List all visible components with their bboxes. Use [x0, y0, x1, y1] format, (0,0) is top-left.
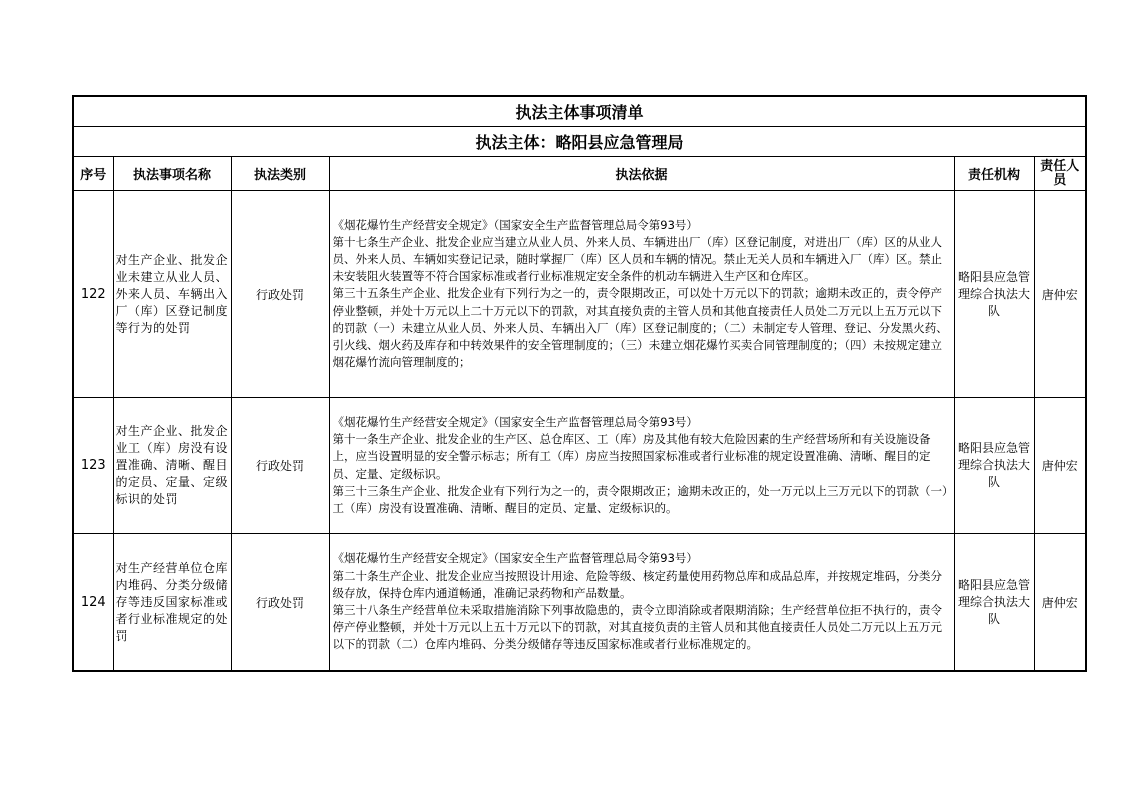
row-org: 略阳县应急管理综合执法大队	[954, 398, 1034, 534]
enforcement-subject: 执法主体：略阳县应急管理局	[73, 127, 1086, 157]
row-basis	[329, 398, 954, 534]
row-type: 行政处罚	[231, 534, 329, 672]
row-num: 124	[73, 534, 113, 672]
row-org: 略阳县应急管理综合执法大队	[954, 534, 1034, 672]
header-org: 责任机构	[954, 157, 1034, 191]
basis-paragraph: 第十七条生产企业、批发企业应当建立从业人员、外来人员、车辆进出厂（库）区登记制度，对进出厂（库）区的从业人员、外来人员、车辆如实登记记录，随时掌握厂（库）区人员和车辆的情况。禁止无关人员和车辆进入厂（库）区。禁止未安装阻火装置等不符合国家标准或者行业标准规定安全条件的机动车辆进入生产区和仓库区。	[332, 234, 942, 284]
row-basis	[329, 534, 954, 672]
row-person: 唐仲宏	[1034, 398, 1086, 534]
basis-paragraph: 《烟花爆竹生产经营安全规定》（国家安全生产监督管理总局令第93号）	[332, 414, 698, 429]
header-type: 执法类别	[231, 157, 329, 191]
table-row	[73, 191, 1086, 398]
row-type: 行政处罚	[231, 398, 329, 534]
basis-paragraph: 第二十条生产企业、批发企业应当按照设计用途、危险等级、核定药量使用药物总库和成品总库，并按规定堆码，分类分级存放，保持仓库内通道畅通，准确记录药物和产品数量。	[332, 568, 942, 600]
row-name: 对生产企业、批发企业未建立从业人员、外来人员、车辆出入厂（库）区登记制度等行为的处罚	[113, 191, 231, 398]
basis-paragraph: 第三十三条生产企业、批发企业有下列行为之一的，责令限期改正；逾期未改正的，处一万元以上三万元以下的罚款（一）工（库）房没有设置准确、清晰、醒目的定员、定量、定级标识的。	[332, 483, 948, 515]
row-name: 对生产企业、批发企业工（库）房没有设置准确、清晰、醒目的定员、定量、定级标识的处罚	[113, 398, 231, 534]
table-title: 执法主体事项清单	[73, 96, 1086, 127]
header-row	[73, 157, 1086, 191]
table-row	[73, 398, 1086, 534]
basis-paragraph: 第十一条生产企业、批发企业的生产区、总仓库区、工（库）房及其他有较大危险因素的生产经营场所和有关设施设备上，应当设置明显的安全警示标志；所有工（库）房应当按照国家标准或者行业标准的规定设置准确、清晰、醒目的定员、定量、定级标识。	[332, 432, 931, 481]
basis-paragraph: 《烟花爆竹生产经营安全规定》（国家安全生产监督管理总局令第93号）	[332, 217, 698, 232]
table-row	[73, 534, 1086, 672]
row-person: 唐仲宏	[1034, 534, 1086, 672]
basis-paragraph: 第三十八条生产经营单位未采取措施消除下列事故隐患的，责令立即消除或者限期消除；生产经营单位拒不执行的，责令停产停业整顿，并处十万元以上五十万元以下的罚款，对其直接负责的主管人员和其他直接责任人员处二万元以上五万元以下的罚款（二）仓库内堆码、分类分级储存等违反国家标准或者行业标准规定的。	[332, 603, 942, 652]
enforcement-list-table	[72, 95, 1087, 672]
row-basis	[329, 191, 954, 398]
basis-paragraph: 《烟花爆竹生产经营安全规定》（国家安全生产监督管理总局令第93号）	[332, 551, 698, 566]
row-num: 123	[73, 398, 113, 534]
basis-paragraph: 第三十五条生产企业、批发企业有下列行为之一的，责令限期改正，可以处十万元以下的罚款；逾期未改正的，责令停产停业整顿，并处十万元以上二十万元以下的罚款，对其直接负责的主管人员和其他直接责任人员处二万元以上五万元以下的罚款（一）未建立从业人员、外来人员、车辆出入厂（库）区登记制度的；（二）未制定专人管理、登记、分发黑火药、引火线、烟火药及库存和中转效果件的安全管理制度的；（三）未建立烟花爆竹买卖合同管理制度的；（四）未按规定建立烟花爆竹流向管理制度的；	[332, 286, 948, 370]
row-name: 对生产经营单位仓库内堆码、分类分级储存等违反国家标准或者行业标准规定的处罚	[113, 534, 231, 672]
row-person: 唐仲宏	[1034, 191, 1086, 398]
row-type: 行政处罚	[231, 191, 329, 398]
header-name: 执法事项名称	[113, 157, 231, 191]
row-num: 122	[73, 191, 113, 398]
header-basis: 执法依据	[329, 157, 954, 191]
row-org: 略阳县应急管理综合执法大队	[954, 191, 1034, 398]
header-num: 序号	[73, 157, 113, 191]
header-person: 责任人员	[1034, 157, 1086, 191]
